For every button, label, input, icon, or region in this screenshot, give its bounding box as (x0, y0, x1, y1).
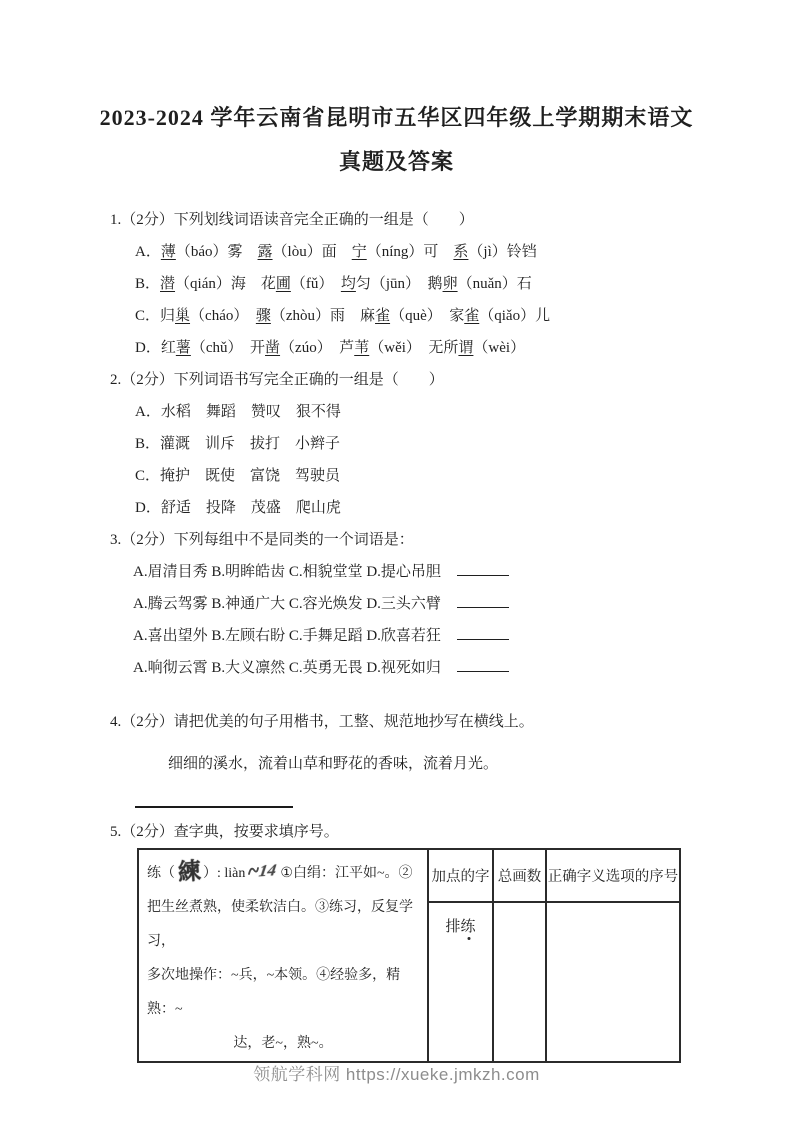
dotted-word-cell: 排练 (428, 902, 493, 1062)
question-3-row-1: A.眉清目秀 B.明眸皓齿 C.相貌堂堂 D.提心吊胆 (110, 556, 703, 588)
question-5-stem: 5.（2分）查字典，按要求填序号。 (110, 824, 339, 840)
dict-entry-line-4: 达，老~，熟~。 (233, 1036, 333, 1051)
question-1-option-c: C．归巢（cháo） 骤（zhòu）雨 麻雀（què） 家雀（qiǎo）儿 (135, 308, 551, 324)
header-dotted-word: 加点的字 (428, 849, 493, 902)
dict-entry-line-1: 练（練 ）: liàn 14 ①白绢：江平如~。② (147, 854, 419, 891)
question-2-option-c: C．掩护 既使 富饶 驾驶员 (135, 468, 341, 484)
page-title-line-1: 2023-2024 学年云南省昆明市五华区四年级上学期期末语文 (99, 105, 694, 130)
question-2-stem: 2.（2分）下列词语书写完全正确的一组是（ ） (110, 372, 444, 388)
question-1-option-a: A．薄（báo）雾 露（lòu）面 宁（níng）可 系（jì）铃铛 (135, 244, 537, 260)
question-3-row-3: A.喜出望外 B.左顾右盼 C.手舞足蹈 D.欣喜若狂 (110, 620, 703, 652)
question-2-option-b: B．灌溉 训斥 拔打 小辫子 (135, 436, 341, 452)
answer-blank (457, 593, 509, 608)
answer-blank (457, 561, 509, 576)
page-title (0, 0, 793, 184)
question-2-option-a: A．水稻 舞蹈 赞叹 狠不得 (135, 404, 341, 420)
handwritten-stroke-count: 14 (258, 860, 278, 881)
handwritten-char: 練 (177, 858, 201, 885)
dictionary-table (137, 848, 681, 1063)
question-3-stem: 3.（2分）下列每组中不是同类的一个词语是： (110, 532, 414, 548)
exam-body (110, 204, 703, 1063)
question-3 (110, 524, 703, 684)
question-3-row-2: A.腾云驾雾 B.神通广大 C.容光焕发 D.三头六臂 (110, 588, 703, 620)
page-title-line-2: 真题及答案 (338, 149, 454, 174)
header-meaning-index: 正确字义选项的序号 (546, 849, 680, 902)
question-4 (110, 706, 703, 808)
header-stroke-count: 总画数 (493, 849, 546, 902)
question-1-option-b: B．潜（qián）海 花圃（fǔ） 均匀（jūn） 鹅卵（nuǎn）石 (135, 276, 532, 292)
answer-cell (546, 902, 680, 1062)
question-1-stem: 1.（2分）下列划线词语读音完全正确的一组是（ ） (110, 212, 474, 228)
answer-blank (457, 625, 509, 640)
dict-entry-line-2: 把生丝煮熟，使柔软洁白。③练习，反复学习， (147, 900, 413, 949)
question-1-option-d: D．红薯（chǔ） 开凿（zúo） 芦苇（wěi） 无所谓（wèi） (135, 340, 526, 356)
question-3-row-4: A.响彻云霄 B.大义凛然 C.英勇无畏 D.视死如归 (110, 652, 703, 684)
answer-blank (457, 657, 509, 672)
question-1 (110, 204, 703, 364)
answer-writing-line (135, 806, 293, 808)
question-5 (110, 816, 703, 1063)
dictionary-entry-cell (138, 849, 428, 1062)
dict-entry-line-3: 多次地操作：~兵，~本领。④经验多，精熟：~ (147, 968, 401, 1017)
question-2 (110, 364, 703, 524)
question-4-stem: 4.（2分）请把优美的句子用楷书，工整、规范地抄写在横线上。 (110, 714, 534, 730)
stroke-count-cell (493, 902, 546, 1062)
copy-sentence: 细细的溪水，流着山草和野花的香味，流着月光。 (168, 756, 499, 772)
question-2-option-d: D．舒适 投降 茂盛 爬山虎 (135, 500, 341, 516)
footer-watermark: 领航学科网 https://xueke.jmkzh.com (253, 1065, 540, 1084)
